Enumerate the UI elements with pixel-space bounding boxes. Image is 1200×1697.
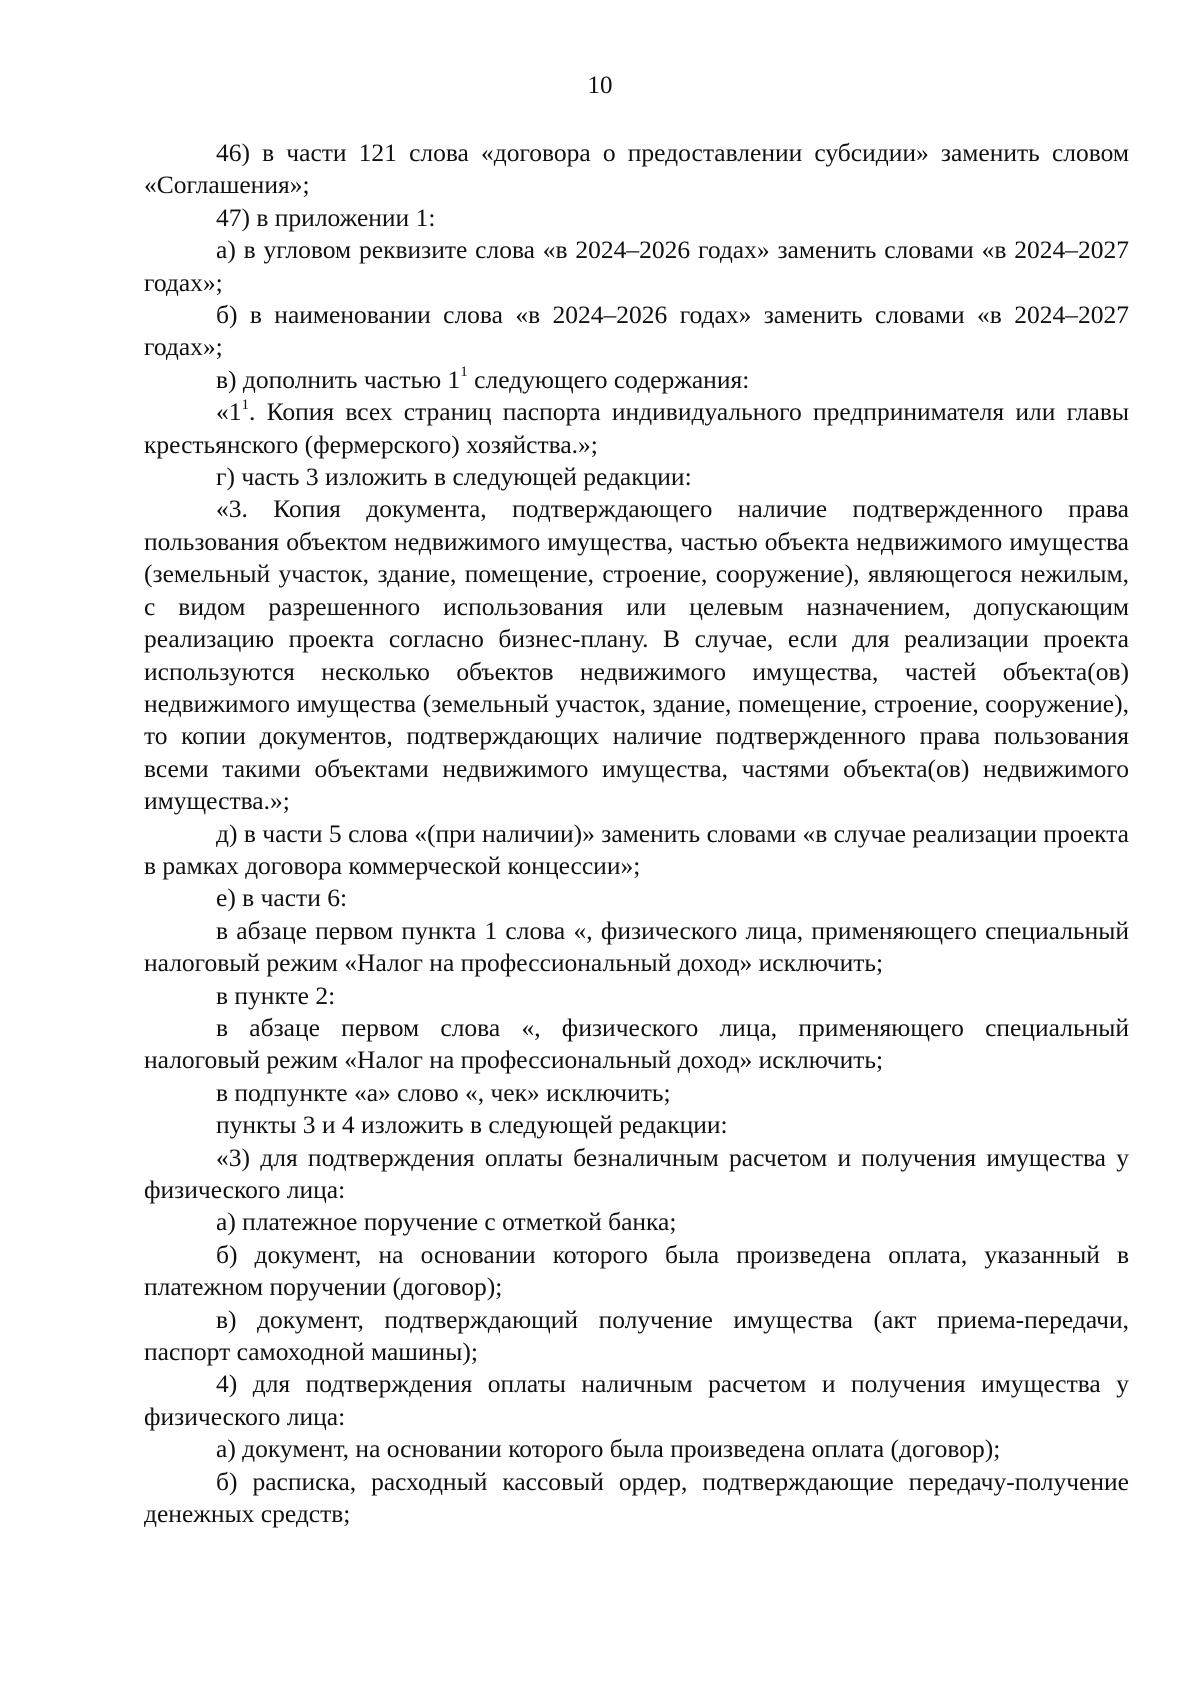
superscript-1: 1 — [241, 396, 249, 413]
paragraph-47-g: г) часть 3 изложить в следующей редакции: — [216, 462, 692, 492]
superscript-1: 1 — [460, 364, 468, 381]
paragraph-points-3-4: пункты 3 и 4 изложить в следующей редакции: — [216, 1110, 728, 1140]
paragraph-point-2-abzac: в абзаце первом слова «, физического лица, применяющего специальный налоговый режим «Налог на профессиональный доход» исключить; — [144, 1012, 1129, 1075]
paragraph-point-4-a: а) документ, на основании которого была произведена оплата (договор); — [216, 1434, 1001, 1464]
paragraph-47-a: а) в угловом реквизите слова «в 2024–2026 годах» заменить словами «в 2024–2027 годах»; — [144, 235, 1129, 297]
paragraph-part-1-1 — [144, 396, 1129, 461]
paragraph-47-v-text: в) дополнить частью 1 — [216, 364, 461, 394]
paragraph-subpoint-a: в подпункте «а» слово «, чек» исключить; — [216, 1077, 671, 1107]
document-body — [144, 137, 1129, 1530]
paragraph-point-3-b: б) документ, на основании которого была произведена оплата, указанный в платежном поручении (договор); — [144, 1239, 1129, 1302]
paragraph-point-4: 4) для подтверждения оплаты наличным расчетом и получения имущества у физического лица: — [144, 1369, 1129, 1431]
paragraph-47: 47) в приложении 1: — [216, 202, 436, 232]
paragraph-point-3-a: а) платежное поручение с отметкой банка; — [216, 1207, 677, 1237]
paragraph-point-3: «3) для подтверждения оплаты безналичным расчетом и получения имущества у физического лица: — [144, 1142, 1129, 1204]
paragraph-47-d: д) в части 5 слова «(при наличии)» заменить словами «в случае реализации проекта в рамках договора коммерческой концессии»; — [144, 818, 1129, 880]
paragraph-point-4-b: б) расписка, расходный кассовый ордер, подтверждающие передачу-получение денежных средств; — [144, 1466, 1129, 1529]
paragraph-point-2: в пункте 2: — [216, 980, 336, 1010]
page-number: 10 — [587, 72, 613, 99]
paragraph-47-b: б) в наименовании слова «в 2024–2026 годах» заменить словами «в 2024–2027 годах»; — [144, 300, 1129, 362]
paragraph-47-v — [144, 364, 1129, 396]
paragraph-point-1: в абзаце первом пункта 1 слова «, физического лица, применяющего специальный налоговый режим «Налог на профессиональный доход» исключить; — [144, 915, 1129, 978]
paragraph-46: 46) в части 121 слова «договора о предоставлении субсидии» заменить словом «Соглашения»; — [144, 138, 1129, 200]
paragraph-point-3-v: в) документ, подтверждающий получение имущества (акт приема-передачи, паспорт самоходной машины); — [144, 1304, 1129, 1367]
paragraph-47-v-text-end: следующего содержания: — [467, 364, 750, 394]
paragraph-47-e: е) в части 6: — [216, 883, 348, 913]
paragraph-part-3: «3. Копия документа, подтверждающего наличие подтвержденного права пользования объектом недвижимого имущества, частью объекта недвижимого имущества (земельный участок, здание, помещение, строение, сооружение), являющегося нежилым, с видом разрешенного использования или целевым назначением, допускающим реализацию проекта согласно бизнес-плану. В случае, если для реализации проекта используются несколько объектов недвижимого имущества, частей объекта(ов) недвижимого имущества (земельный участок, здание, помещение, строение, сооружение), то копии документов, подтверждающих наличие подтвержденного права пользования всеми такими объектами недвижимого имущества, частями объекта(ов) недвижимого имущества.»; — [144, 494, 1129, 816]
paragraph-part-1-1-text: «1 — [216, 397, 242, 427]
paragraph-part-1-1-text-end: . Копия всех страниц паспорта индивидуального предпринимателя или главы крестьянского (фермерского) хозяйства.»; — [144, 397, 1129, 459]
